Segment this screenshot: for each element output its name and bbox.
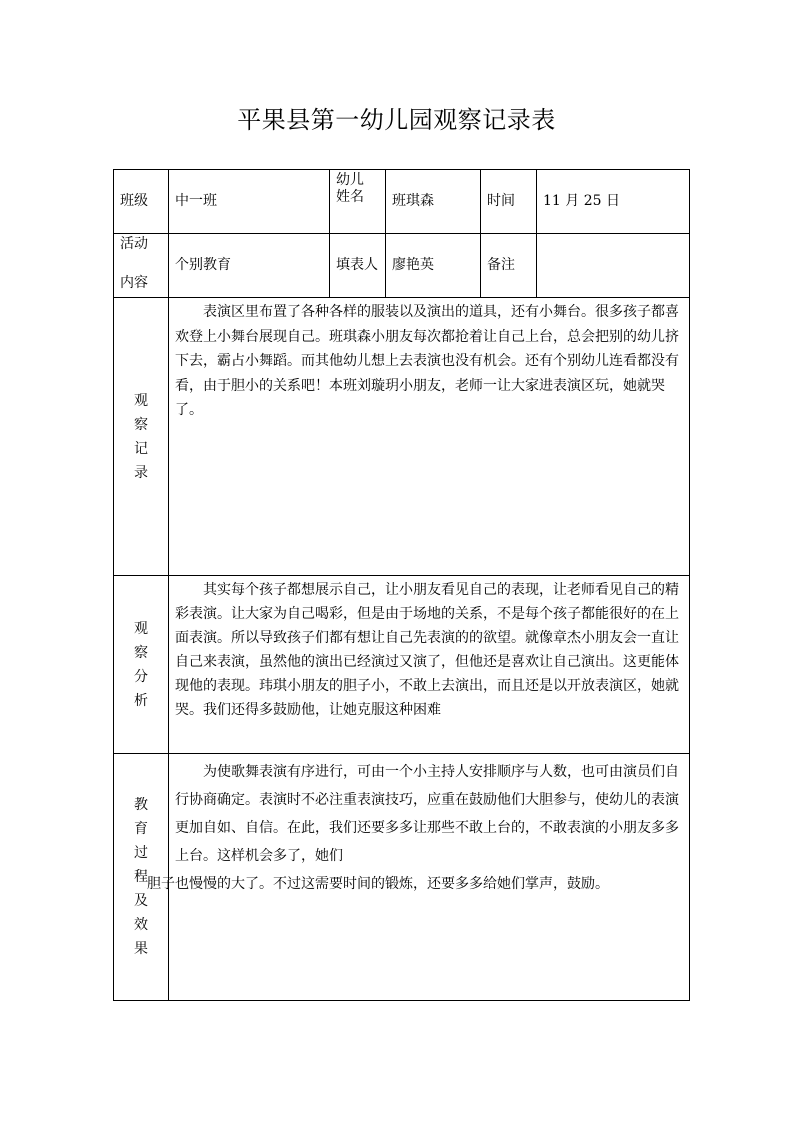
child-name-label [330,170,386,234]
observation-label [114,298,169,576]
analysis-label [114,576,169,754]
observation-label-char: 察 [134,416,148,433]
activity-value: 个别教育 [169,234,330,298]
education-text [147,754,690,1001]
remark-value [537,234,690,298]
filler-value: 廖艳英 [386,234,481,298]
analysis-label-char: 分 [134,668,148,685]
education-text-continuation: 胆子也慢慢的大了。不过这需要时间的锻炼，还要多多给她们掌声，鼓励。 [147,876,609,892]
observation-record-table [113,169,690,1001]
child-name-value: 班琪森 [386,170,481,234]
education-text-paragraph: 为使歌舞表演有序进行，可由一个小主持人安排顺序与人数，也可由演员们自行协商确定。表演时不必注重表演技巧，应重在鼓励他们大胆参与，使幼儿的表演更加自如、自信。在此，我们还要多多让那些不敢上台的，不敢表演的小朋友多多上台。这样机会多了，她们 [175,764,679,864]
table-row [114,170,690,234]
class-label: 班级 [114,170,169,234]
child-name-label-line1: 幼儿 [336,172,364,188]
analysis-label-char: 察 [134,644,148,661]
education-label-char: 育 [134,821,148,837]
time-label: 时间 [481,170,537,234]
observation-text: 表演区里布置了各种各样的服装以及演出的道具，还有小舞台。很多孩子都喜欢登上小舞台展现自己。班琪森小朋友每次都抢着让自己上台，总会把别的幼儿挤下去，霸占小舞蹈。而其他幼儿想上去表演也没有机会。还有个别幼儿连看都没有看，由于胆小的关系吧！本班刘璇玥小朋友，老师一让大家进表演区玩，她就哭了。 [169,298,690,576]
education-label-char: 过 [134,845,148,861]
analysis-label-char: 观 [134,620,148,637]
education-label-char: 教 [134,797,148,813]
time-value: 11 月 25 日 [537,170,690,234]
class-value: 中一班 [169,170,330,234]
education-label-char: 程 [134,869,148,885]
activity-label-line2: 内容 [120,274,148,291]
table-row [114,754,690,1001]
education-label-char: 果 [134,941,148,957]
child-name-label-line2: 姓名 [336,188,364,205]
table-row [114,234,690,298]
activity-label [114,234,169,298]
education-label-char: 效 [134,917,148,933]
remark-label: 备注 [481,234,537,298]
activity-label-line1: 活动 [120,236,148,252]
observation-label-char: 记 [134,440,148,457]
analysis-label-char: 析 [134,692,148,709]
filler-label: 填表人 [330,234,386,298]
observation-label-char: 观 [134,392,148,409]
table-row [114,298,690,576]
education-label-char: 及 [134,893,148,909]
analysis-text: 其实每个孩子都想展示自己，让小朋友看见自己的表现，让老师看见自己的精彩表演。让大家为自己喝彩，但是由于场地的关系，不是每个孩子都能很好的在上面表演。所以导致孩子们都有想让自己先表演的的欲望。就像章杰小朋友会一直让自己来表演，虽然他的演出已经演过又演了，但他还是喜欢让自己演出。这更能体现他的表现。玮琪小朋友的胆子小，不敢上去演出，而且还是以开放表演区，她就哭。我们还得多鼓励他，让她克服这种困难 [169,576,690,754]
table-row [114,576,690,754]
observation-label-char: 录 [134,464,148,481]
page-title: 平果县第一幼儿园观察记录表 [237,106,556,134]
